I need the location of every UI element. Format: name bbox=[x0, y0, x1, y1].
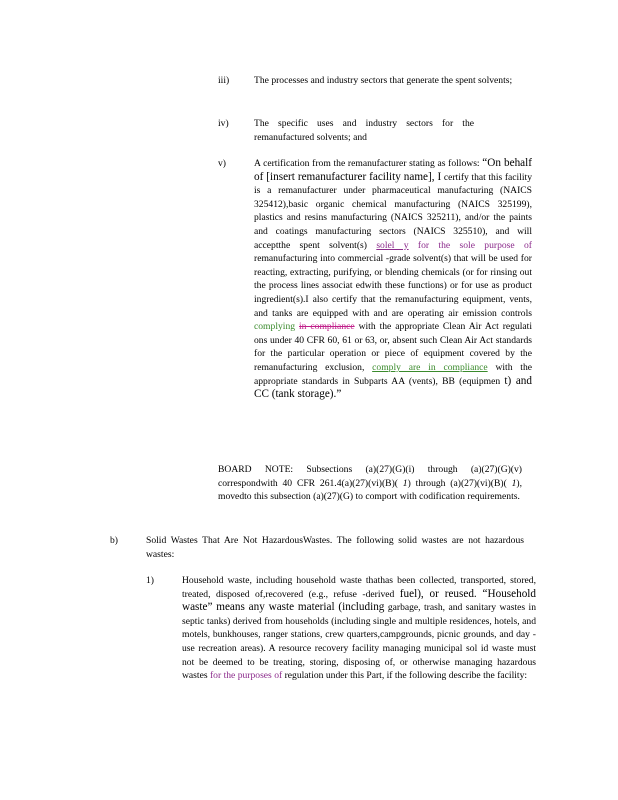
item-1-household-waste bbox=[182, 574, 536, 683]
item-1-text-2: garbage, trash, and sanitary wastes in septic tanks) derived from households (including single and multiple residences, hotels, and motels, bunkhouses, ranger stations, crew quarters,campgrounds, picnic grounds, and day -use recreation areas). A resource recovery facility managing municipal sol id waste must not be deemed to be treating, storing, disposing of, or otherwise managing hazardous wastes bbox=[182, 602, 536, 682]
cert-quote-start: “On behalf of [insert remanufacturer facility name], I bbox=[254, 157, 532, 183]
edit-complying: complying bbox=[254, 321, 296, 333]
board-note-italic-1: 1 bbox=[402, 477, 408, 489]
board-note-text-2: ) through (a)(27)(vi)(B)( bbox=[407, 477, 512, 489]
item-1-text-1: Household waste, including household waste thathas been collected, transported, stored, treated, disposed of,recovered (e.g., refuse -derived bbox=[182, 575, 536, 600]
edit-for-the-purposes-of: for the purposes of bbox=[209, 670, 283, 682]
edit-sole-purpose: for the sole purpose of bbox=[408, 239, 532, 251]
section-b-text: Solid Wastes That Are Not HazardousWastes. The following solid wastes are not hazardous wastes: bbox=[146, 535, 524, 560]
edit-deleted-in-compliance: in compliance bbox=[299, 321, 355, 333]
item-iii-marker: iii) bbox=[218, 75, 230, 86]
cert-quote-end: t) and CC (tank storage).” bbox=[254, 374, 532, 401]
item-v-marker: v) bbox=[218, 158, 226, 169]
item-1-definition: fuel), or reused. “Household waste” means any waste material (including bbox=[182, 587, 536, 614]
item-1-marker: 1) bbox=[146, 575, 154, 586]
cert-body: certify that this facility is a remanufacturer under pharmaceutical manufacturing (NAICS 325412),basic organic chemical manufacturing (NAICS 325199), plastics and resins manufacturing (NAICS 325211), and/or the paints and coatings manufacturing sectors (NAICS 325510), and will acceptthe spent solvent(s) bbox=[254, 171, 532, 251]
board-note bbox=[218, 463, 522, 504]
item-iii-text: The processes and industry sectors that generate the spent solvents; bbox=[254, 75, 513, 86]
edit-solely: solel y bbox=[376, 239, 409, 251]
board-note-text-1: BOARD NOTE: Subsections (a)(27)(G)(i) through (a)(27)(G)(v) correspondwith 40 CFR 261.4(a)(27)(vi)(B)( bbox=[218, 464, 522, 489]
item-iv-marker: iv) bbox=[218, 118, 229, 129]
cert-intro: A certification from the remanufacturer stating as follows: bbox=[254, 158, 483, 169]
section-b-marker: b) bbox=[110, 535, 118, 546]
item-iv-text: The specific uses and industry sectors for the remanufactured solvents; and bbox=[254, 118, 474, 143]
item-v-certification bbox=[254, 157, 532, 402]
board-note-text-3: ), movedto this subsection (a)(27)(G) to comport with codification requirements. bbox=[218, 477, 522, 503]
item-1-text-3: regulation under this Part, if the following describe the facility: bbox=[282, 670, 528, 682]
cert-body-4: with the appropriate standards in Subparts AA (vents), BB (equipmen bbox=[254, 361, 532, 387]
cert-body-3: with the appropriate Clean Air Act regulati ons under 40 CFR 60, 61 or 63, or, absent such Clean Air Act standards for the particular operation or piece of equipment covered by the remanufacturing exclusion, bbox=[254, 321, 533, 373]
cert-body-2: remanufacturing into commercial -grade solvent(s) that will be used for reacting, extracting, purifying, or blending chemicals (or for rinsing out the process lines associat edwith these functions) or for use as product ingredient(s).I also certify that the remanufacturing equipment, vents, and tanks are equipped with and are operating air emission controls bbox=[254, 253, 532, 319]
board-note-italic-2: 1 bbox=[511, 477, 517, 489]
edit-comply-are-in-compliance: comply are in compliance bbox=[372, 361, 488, 373]
